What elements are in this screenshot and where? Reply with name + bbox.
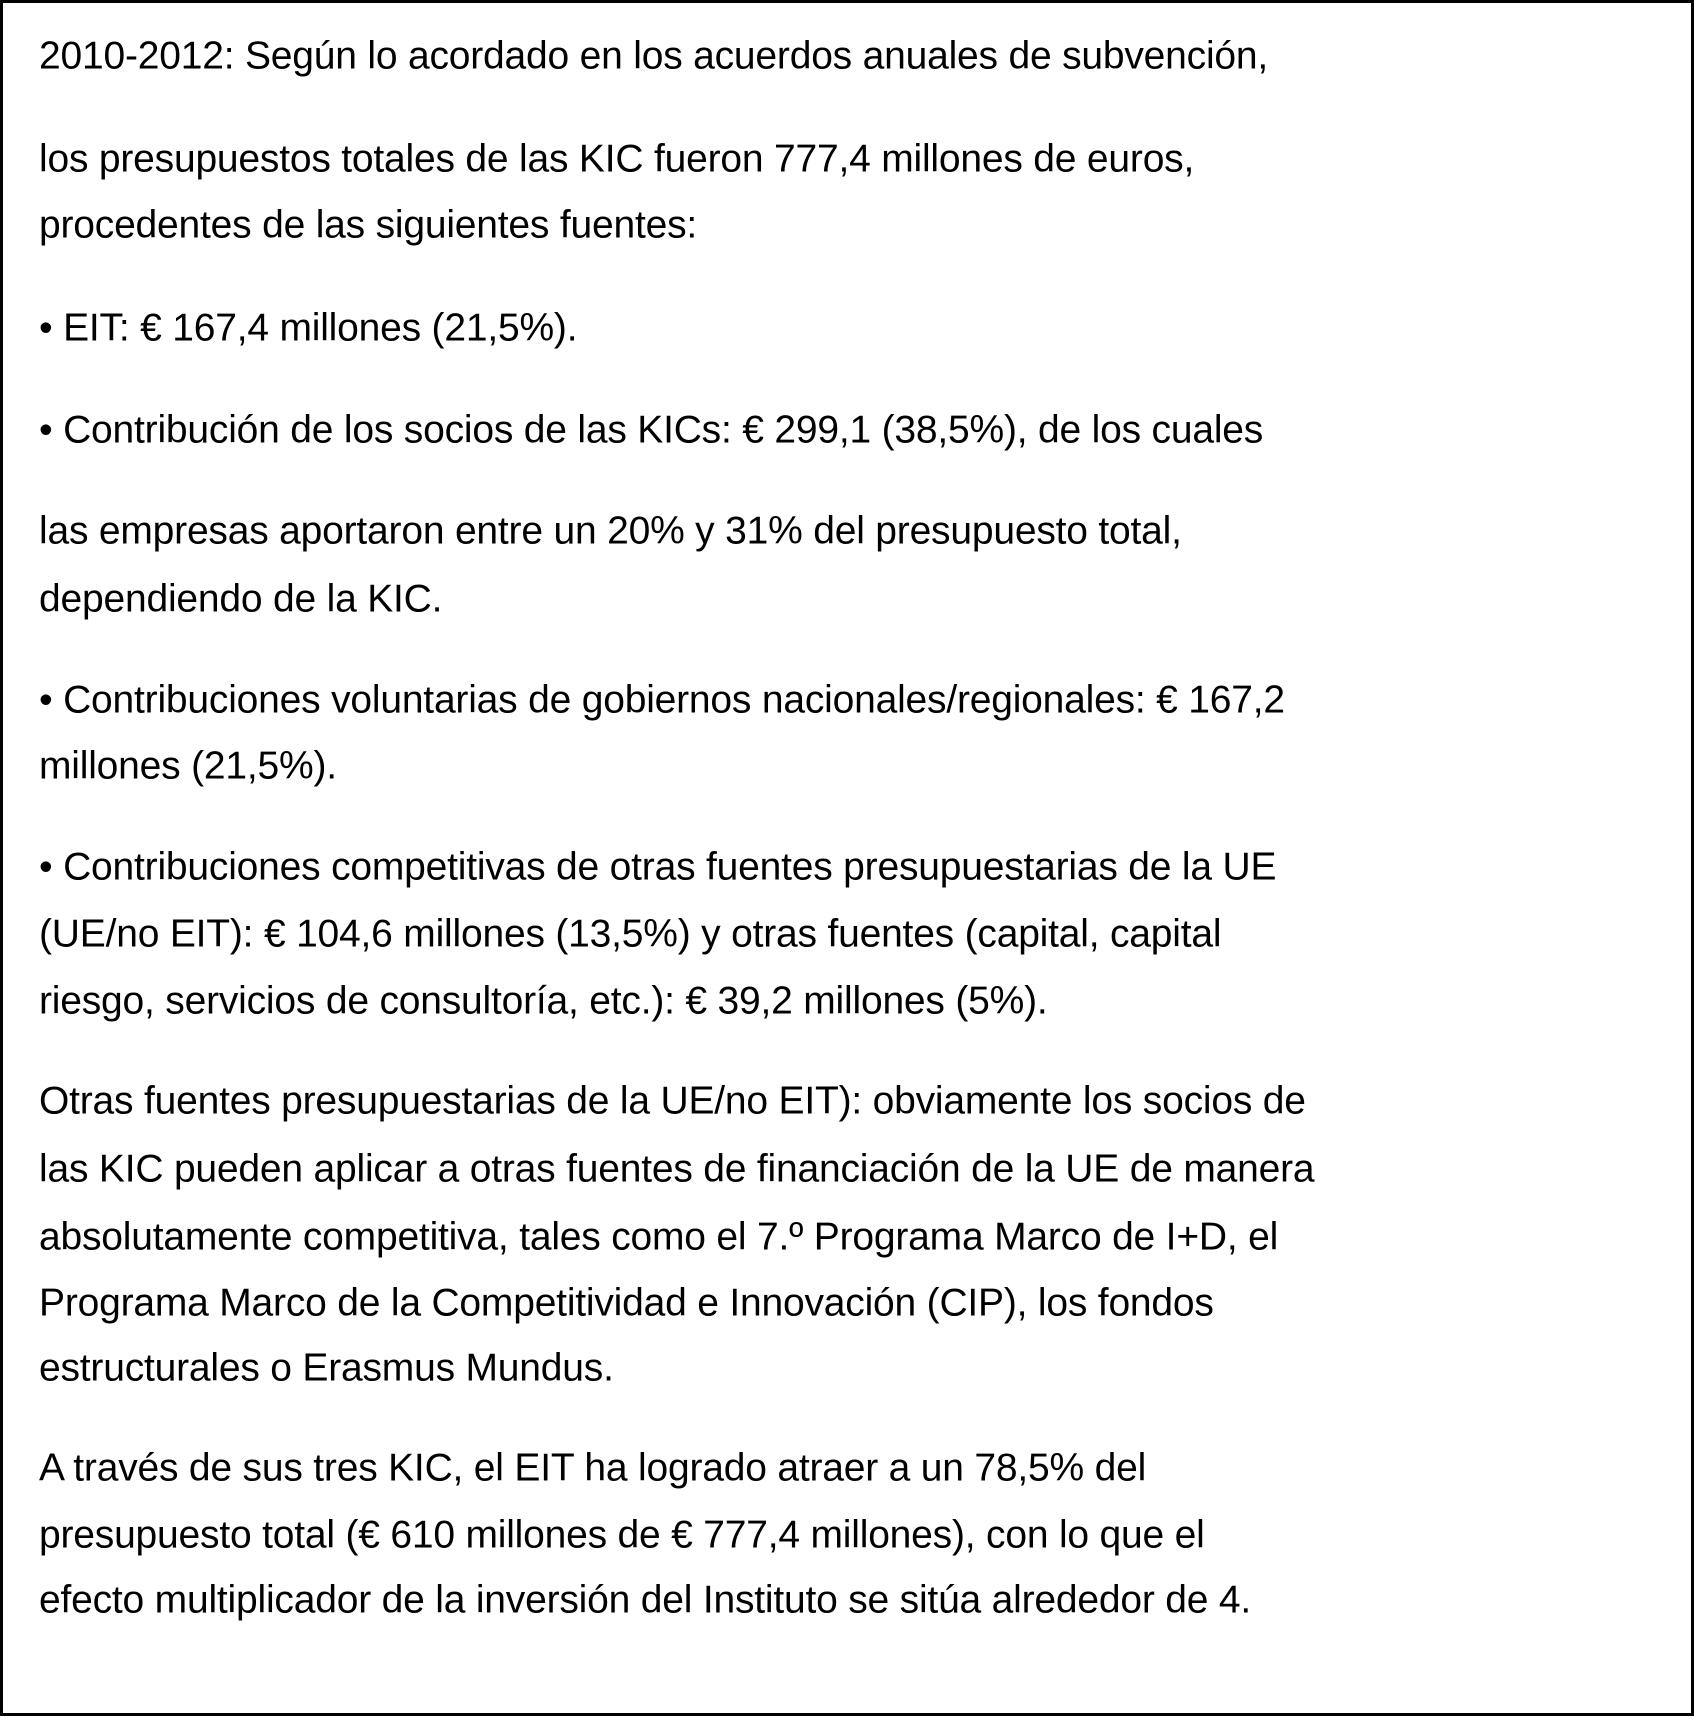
bullet-socios-line-1: • Contribución de los socios de las KICs: € 299,1 (38,5%), de los cuales [39, 408, 1264, 452]
conclusion-line-1: A través de sus tres KIC, el EIT ha logrado atraer a un 78,5% del [39, 1446, 1147, 1490]
bullet-gobiernos-line-1: • Contribuciones voluntarias de gobiernos nacionales/regionales: € 167,2 [39, 678, 1285, 722]
bullet-ue-line-2: (UE/no EIT): € 104,6 millones (13,5%) y otras fuentes (capital, capital [39, 912, 1222, 956]
other-sources-line-1: Otras fuentes presupuestarias de la UE/no EIT): obviamente los socios de [39, 1079, 1306, 1123]
intro-line-1: 2010-2012: Según lo acordado en los acuerdos anuales de subvención, [39, 34, 1269, 78]
bullet-ue-line-3: riesgo, servicios de consultoría, etc.): € 39,2 millones (5%). [39, 979, 1048, 1023]
bullet-socios-line-3: dependiendo de la KIC. [39, 577, 443, 621]
intro-line-2: los presupuestos totales de las KIC fueron 777,4 millones de euros, [39, 137, 1195, 181]
bullet-socios-line-2: las empresas aportaron entre un 20% y 31% del presupuesto total, [39, 509, 1182, 553]
other-sources-line-2: las KIC pueden aplicar a otras fuentes de financiación de la UE de manera [39, 1147, 1315, 1191]
other-sources-line-4: Programa Marco de la Competitividad e Innovación (CIP), los fondos [39, 1281, 1214, 1325]
bullet-eit: • EIT: € 167,4 millones (21,5%). [39, 306, 578, 350]
other-sources-line-3: absolutamente competitiva, tales como el 7.º Programa Marco de I+D, el [39, 1215, 1279, 1259]
bullet-gobiernos-line-2: millones (21,5%). [39, 744, 337, 788]
bullet-ue-line-1: • Contribuciones competitivas de otras fuentes presupuestarias de la UE [39, 845, 1277, 889]
conclusion-line-2: presupuesto total (€ 610 millones de € 777,4 millones), con lo que el [39, 1513, 1205, 1557]
other-sources-line-5: estructurales o Erasmus Mundus. [39, 1346, 614, 1390]
conclusion-line-3: efecto multiplicador de la inversión del Instituto se sitúa alrededor de 4. [39, 1578, 1252, 1622]
intro-line-3: procedentes de las siguientes fuentes: [39, 203, 698, 247]
